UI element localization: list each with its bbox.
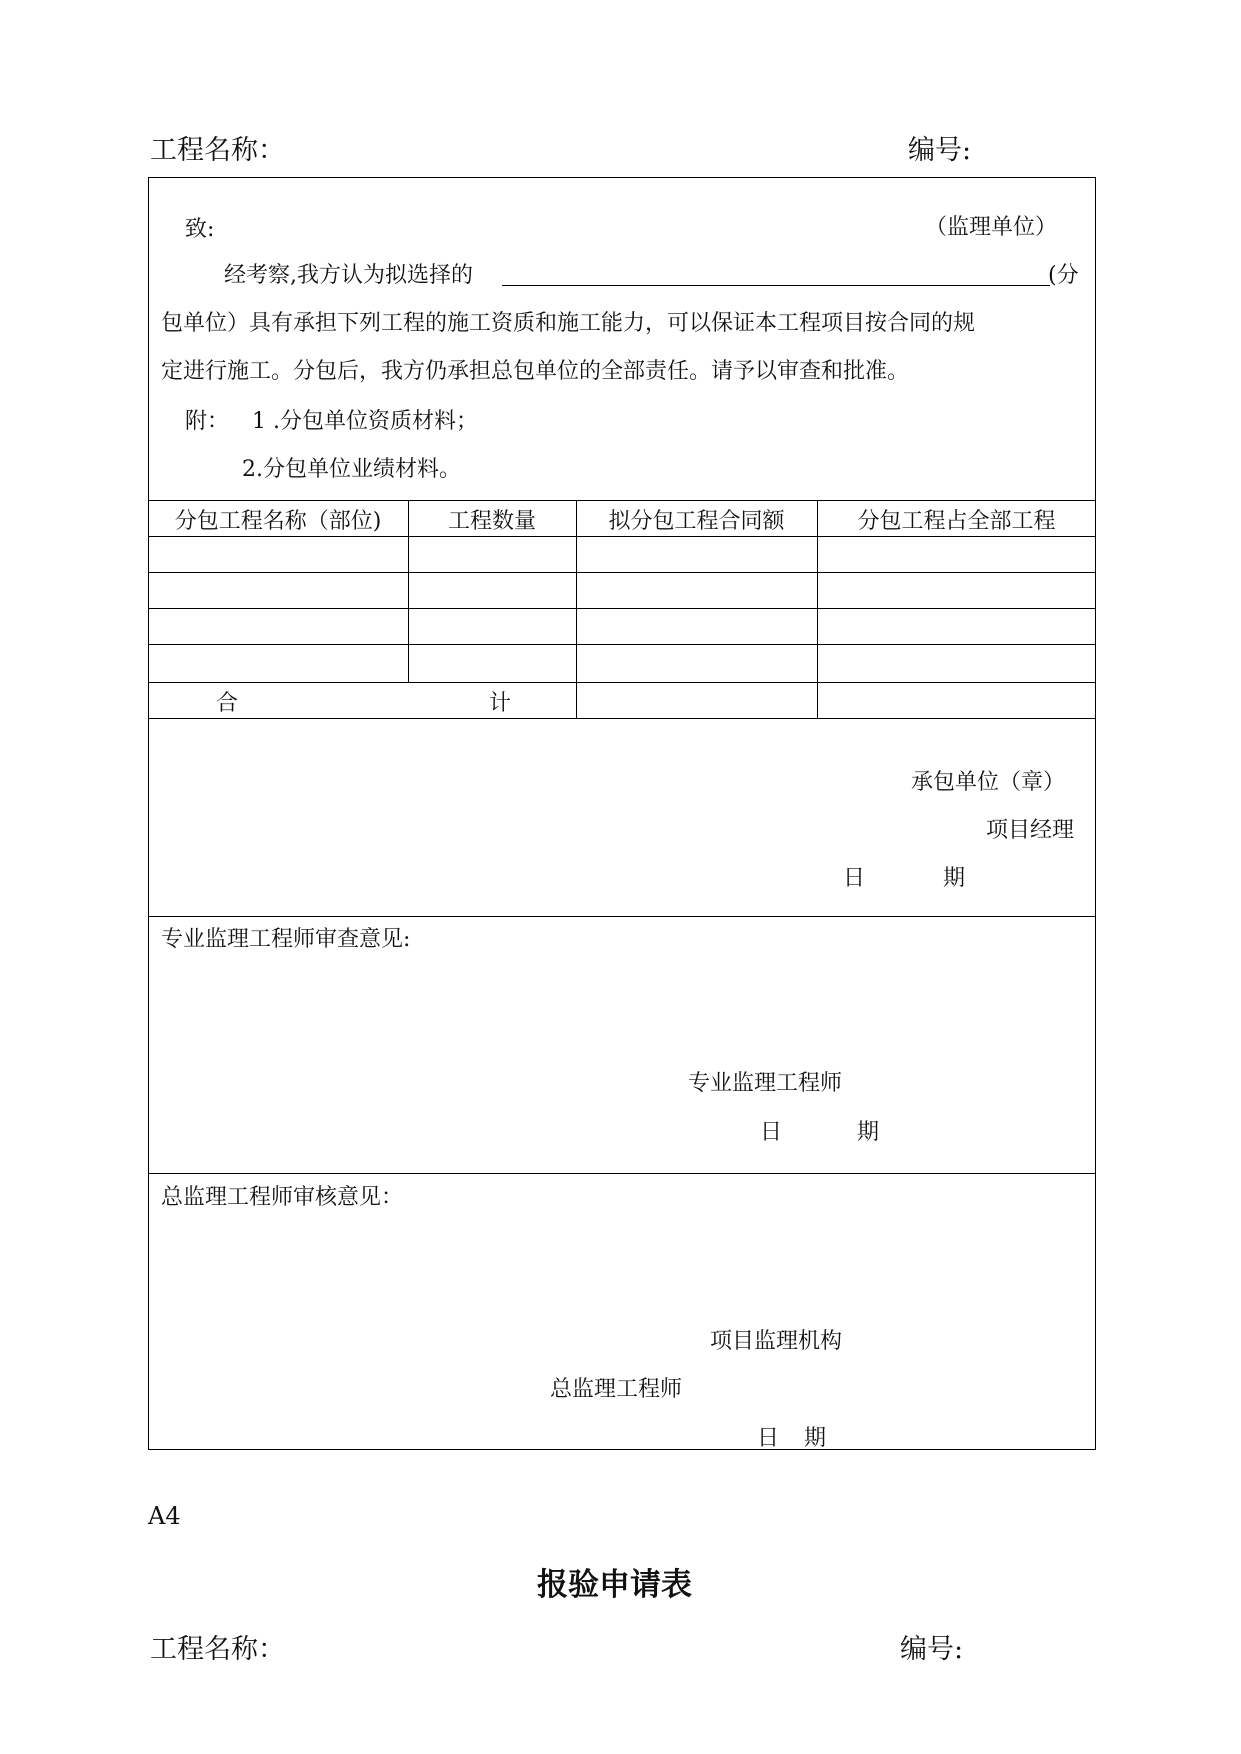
review-date-ri: 日 — [760, 1120, 783, 1145]
contractor-seal: 承包单位（章） — [911, 770, 1066, 795]
section-line — [148, 916, 1096, 917]
audit-title: 总监理工程师审核意见： — [161, 1185, 404, 1210]
review-title: 专业监理工程师审查意见: — [161, 927, 411, 952]
body-line2: 包单位）具有承担下列工程的施工资质和施工能力，可以保证本工程项目按合同的规 — [161, 311, 976, 336]
next-form-title: 报验申请表 — [537, 1567, 692, 1603]
audit-chief: 总监理工程师 — [550, 1377, 683, 1402]
number-label: 编号: — [908, 135, 972, 166]
attach-label: 附： — [185, 409, 230, 434]
total-label-he: 合 — [216, 691, 239, 716]
audit-org: 项目监理机构 — [710, 1329, 843, 1354]
contractor-date-ri: 日 — [843, 866, 866, 891]
table-header-cell: 分包工程占全部工程 — [857, 509, 1056, 534]
audit-date-qi: 期 — [804, 1426, 827, 1451]
next-number-label: 编号: — [900, 1634, 964, 1665]
table-header-cell: 工程数量 — [447, 509, 536, 534]
table-top-line — [148, 500, 1096, 501]
attach-item2: 2.分包单位业绩材料。 — [242, 457, 461, 482]
audit-date-ri: 日 — [757, 1426, 780, 1451]
table-header-line — [148, 536, 1096, 537]
review-date-qi: 期 — [857, 1120, 880, 1145]
project-manager: 项目经理 — [986, 818, 1075, 843]
to-label: 致: — [185, 217, 215, 242]
form-code: A4 — [148, 1502, 181, 1530]
contractor-date-qi: 期 — [943, 866, 966, 891]
subcontractor-blank[interactable] — [502, 285, 1050, 286]
total-label-ji: 计 — [489, 691, 512, 716]
table-header-cell: 拟分包工程合同额 — [608, 509, 785, 534]
table-bottom-line — [148, 718, 1096, 719]
review-engineer: 专业监理工程师 — [688, 1071, 843, 1096]
body-line1-prefix: 经考察,我方认为拟选择的 — [224, 263, 473, 288]
next-project-name-label: 工程名称： — [150, 1634, 285, 1665]
table-row-line — [148, 682, 1096, 683]
table-header-cell: 分包工程名称（部位) — [174, 509, 382, 534]
section-line — [148, 1173, 1096, 1174]
body-line1-suffix: (分 — [1048, 263, 1079, 288]
body-line3: 定进行施工。分包后，我方仍承担总包单位的全部责任。请予以审查和批准。 — [161, 359, 910, 384]
supervisor-unit: （监理单位） — [925, 215, 1058, 240]
table-row-line — [148, 644, 1096, 645]
table-row-line — [148, 572, 1096, 573]
attach-item1: 1 .分包单位资质材料； — [252, 409, 478, 434]
project-name-label: 工程名称： — [150, 135, 285, 166]
table-row-line — [148, 608, 1096, 609]
